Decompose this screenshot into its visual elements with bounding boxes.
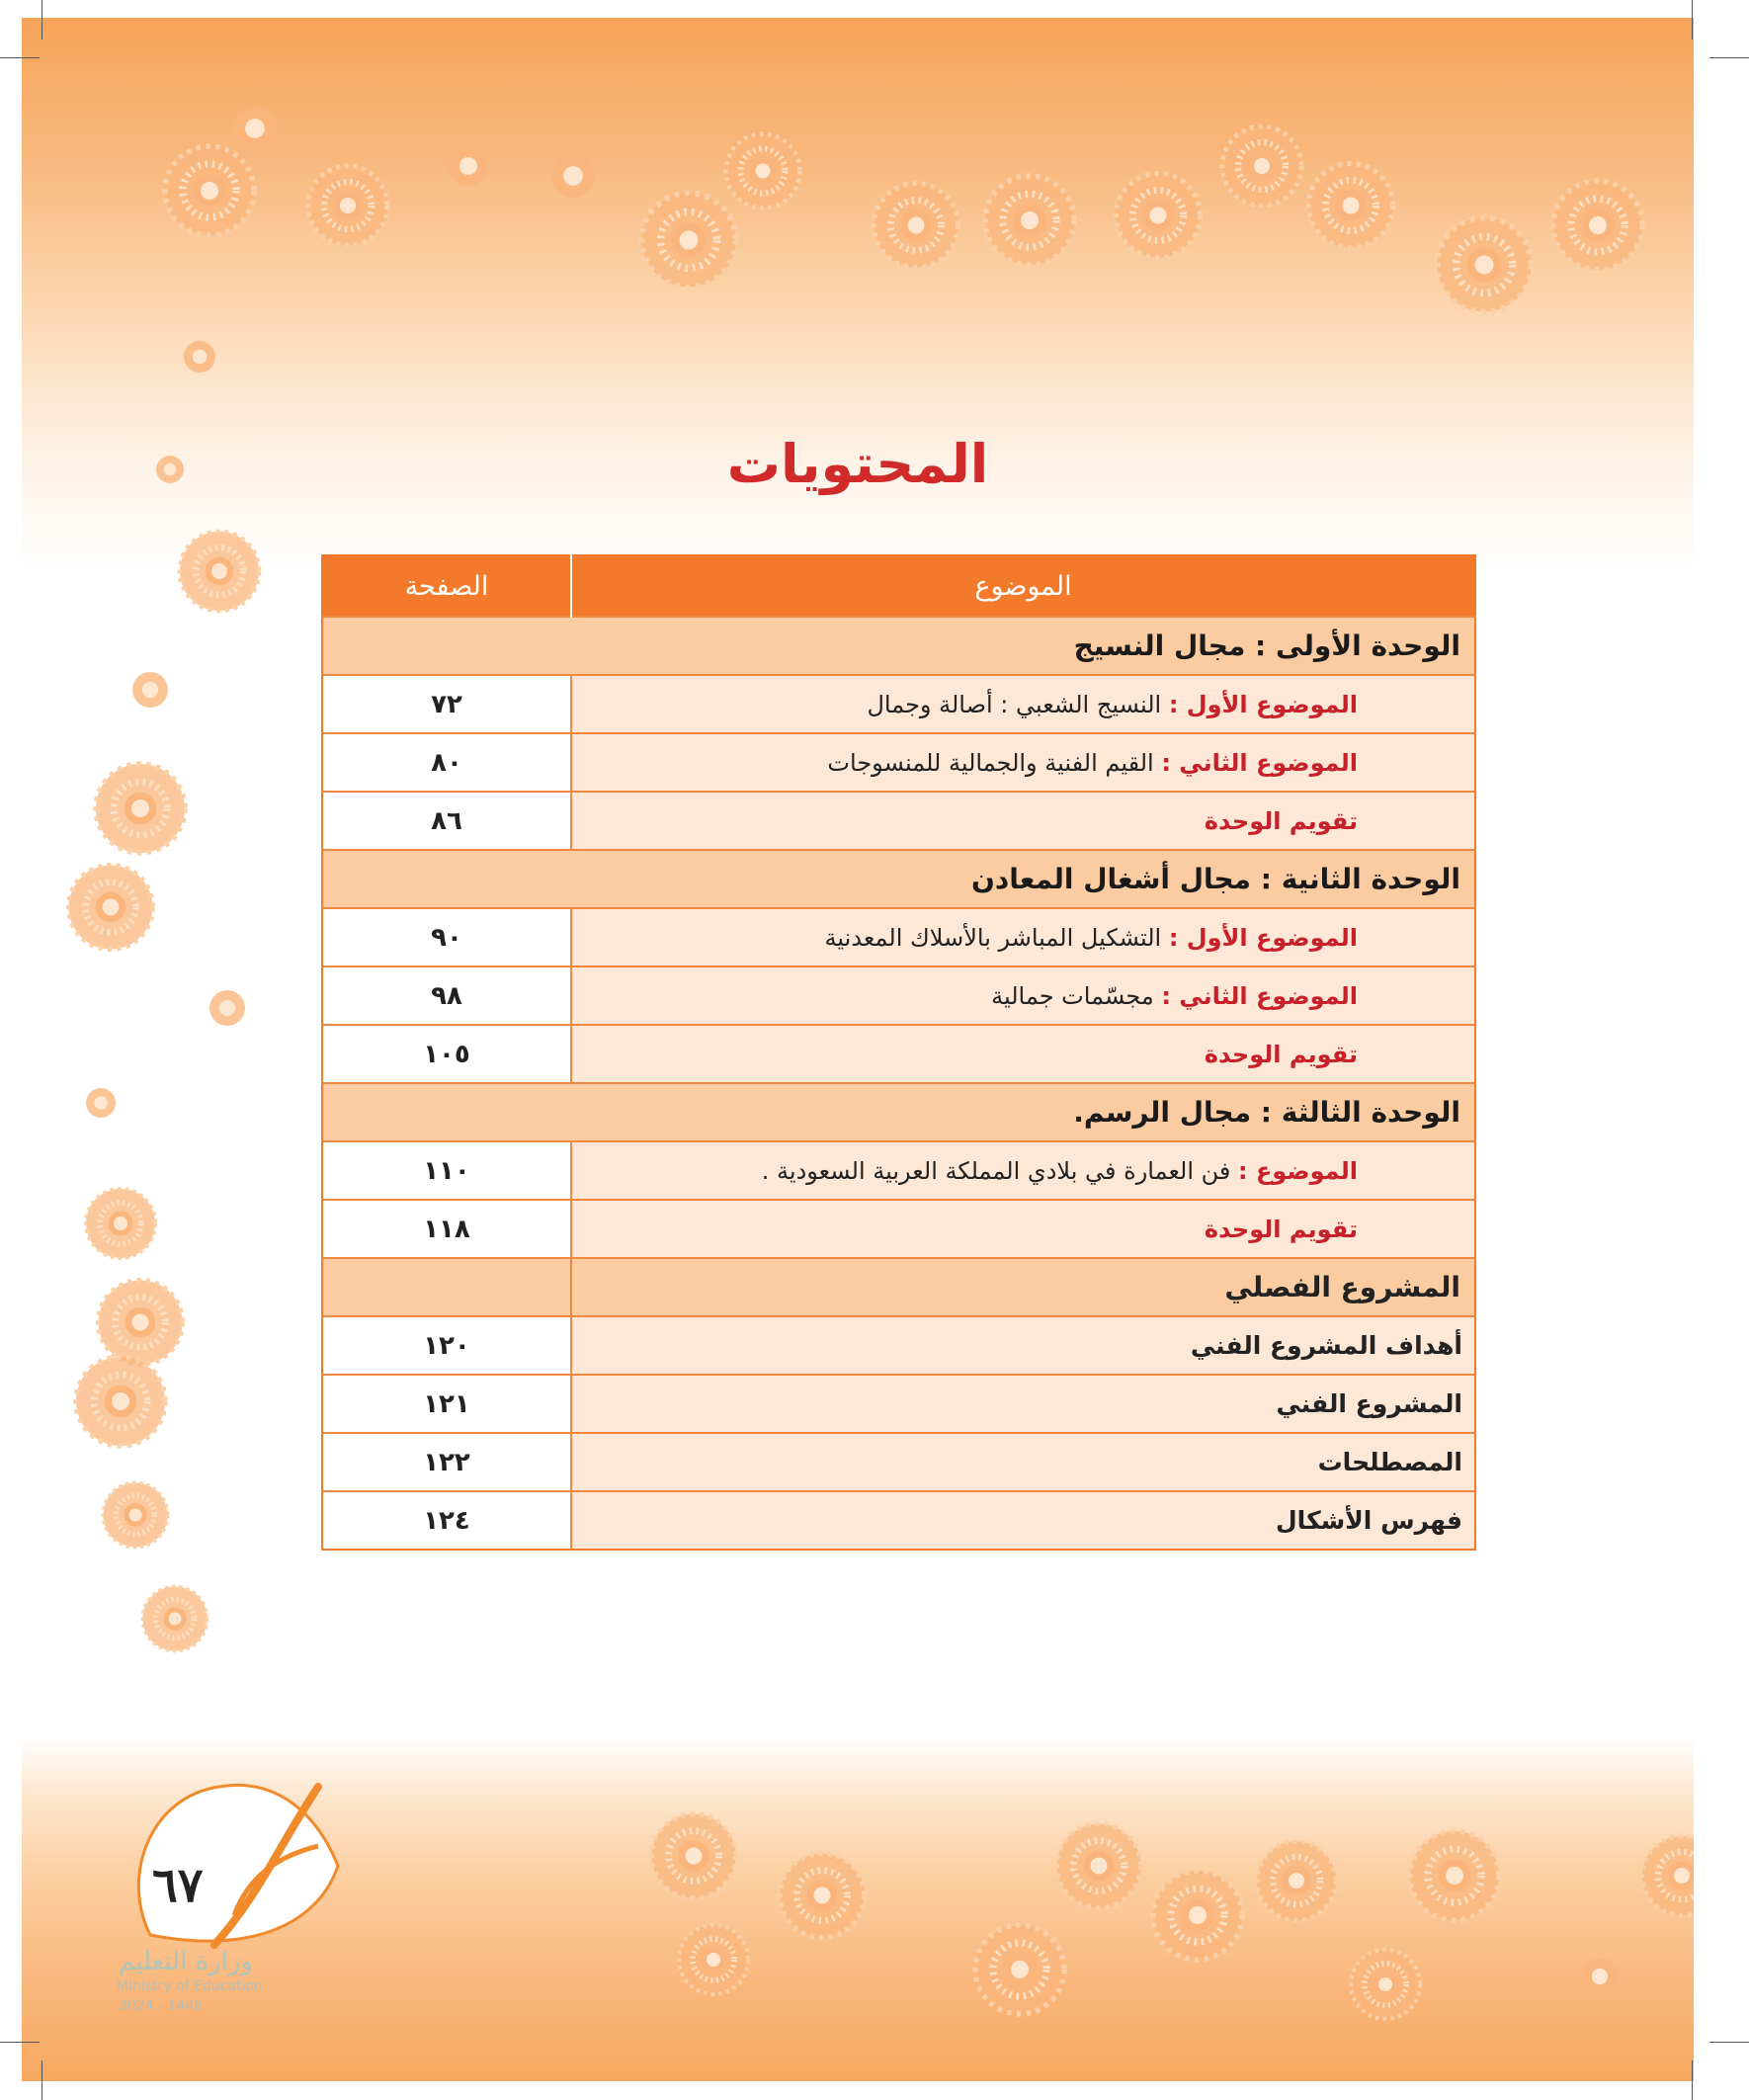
project-heading-row [322, 1258, 1475, 1316]
table-row [322, 675, 1475, 733]
row-page: ٨٦ [322, 792, 571, 850]
contents-table [321, 554, 1476, 1551]
topic-text: التشكيل المباشر بالأسلاك المعدنية [824, 923, 1169, 952]
topic-label: الموضوع : [1238, 1156, 1358, 1185]
header-topic: الموضوع [571, 555, 1475, 617]
table-row [322, 733, 1475, 792]
row-topic [571, 966, 1475, 1025]
ministry-name-arabic: وزارة التعليم [119, 1947, 254, 1976]
row-topic [571, 1200, 1475, 1258]
unit-title: الوحدة الثانية : مجال أشغال المعادن [322, 850, 1475, 908]
row-page: ١١٠ [322, 1141, 571, 1200]
row-topic [571, 733, 1475, 792]
page-title: المحتويات [726, 433, 989, 495]
crop-mark [1709, 57, 1749, 58]
row-topic [571, 1025, 1475, 1083]
topic-label: الموضوع الأول : [1168, 690, 1358, 718]
page [22, 18, 1694, 2081]
table-row [322, 1025, 1475, 1083]
row-topic: فهرس الأشكال [571, 1491, 1475, 1550]
project-title: المشروع الفصلي [571, 1258, 1475, 1316]
topic-label: الموضوع الثاني : [1161, 748, 1358, 777]
ministry-name-english: Ministry of Education [117, 1978, 263, 1994]
unit-row [322, 617, 1475, 675]
unit-row [322, 850, 1475, 908]
row-page: ١٢٤ [322, 1491, 571, 1550]
table-row [322, 1433, 1475, 1491]
table-row [322, 1316, 1475, 1375]
header-page: الصفحة [322, 555, 571, 617]
table-row [322, 1375, 1475, 1433]
table-row [322, 1141, 1475, 1200]
row-page: ٧٢ [322, 675, 571, 733]
row-page: ٩٨ [322, 966, 571, 1025]
crop-mark [1709, 2042, 1749, 2043]
row-topic: أهداف المشروع الفني [571, 1316, 1475, 1375]
unit-title: الوحدة الأولى : مجال النسيج [322, 617, 1475, 675]
table-row [322, 908, 1475, 966]
crop-mark [1692, 2060, 1693, 2100]
ministry-year: 2024 - 1446 [119, 1998, 204, 2014]
unit-row [322, 1083, 1475, 1141]
topic-label: تقويم الوحدة [1204, 1040, 1358, 1068]
row-page: ١٢٠ [322, 1316, 571, 1375]
table-row [322, 792, 1475, 850]
row-topic [571, 792, 1475, 850]
row-page: ٩٠ [322, 908, 571, 966]
row-page: ١١٨ [322, 1200, 571, 1258]
table-header-row [322, 555, 1475, 617]
row-page: ٨٠ [322, 733, 571, 792]
crop-mark [0, 57, 40, 58]
row-page: ١٢١ [322, 1375, 571, 1433]
row-topic [571, 1141, 1475, 1200]
topic-text: القيم الفنية والجمالية للمنسوجات [827, 748, 1162, 777]
row-page: ١٠٥ [322, 1025, 571, 1083]
topic-label: الموضوع الأول : [1168, 923, 1358, 952]
topic-label: تقويم الوحدة [1204, 806, 1358, 835]
row-topic: المشروع الفني [571, 1375, 1475, 1433]
unit-title: الوحدة الثالثة : مجال الرسم. [322, 1083, 1475, 1141]
table-row [322, 1200, 1475, 1258]
topic-text: مجسّمات جمالية [991, 981, 1162, 1010]
row-topic [571, 675, 1475, 733]
row-page-empty [322, 1258, 571, 1316]
topic-text: النسيج الشعبي : أصالة وجمال [867, 690, 1169, 718]
table-row [322, 966, 1475, 1025]
topic-label: تقويم الوحدة [1204, 1215, 1358, 1243]
crop-mark [1692, 0, 1693, 40]
row-page: ١٢٢ [322, 1433, 571, 1491]
table-row [322, 1491, 1475, 1550]
topic-text: فن العمارة في بلادي المملكة العربية السعودية . [761, 1156, 1239, 1185]
page-number: ٦٧ [152, 1858, 204, 1913]
topic-label: الموضوع الثاني : [1161, 981, 1358, 1010]
row-topic: المصطلحات [571, 1433, 1475, 1491]
crop-mark [0, 2042, 40, 2043]
row-topic [571, 908, 1475, 966]
